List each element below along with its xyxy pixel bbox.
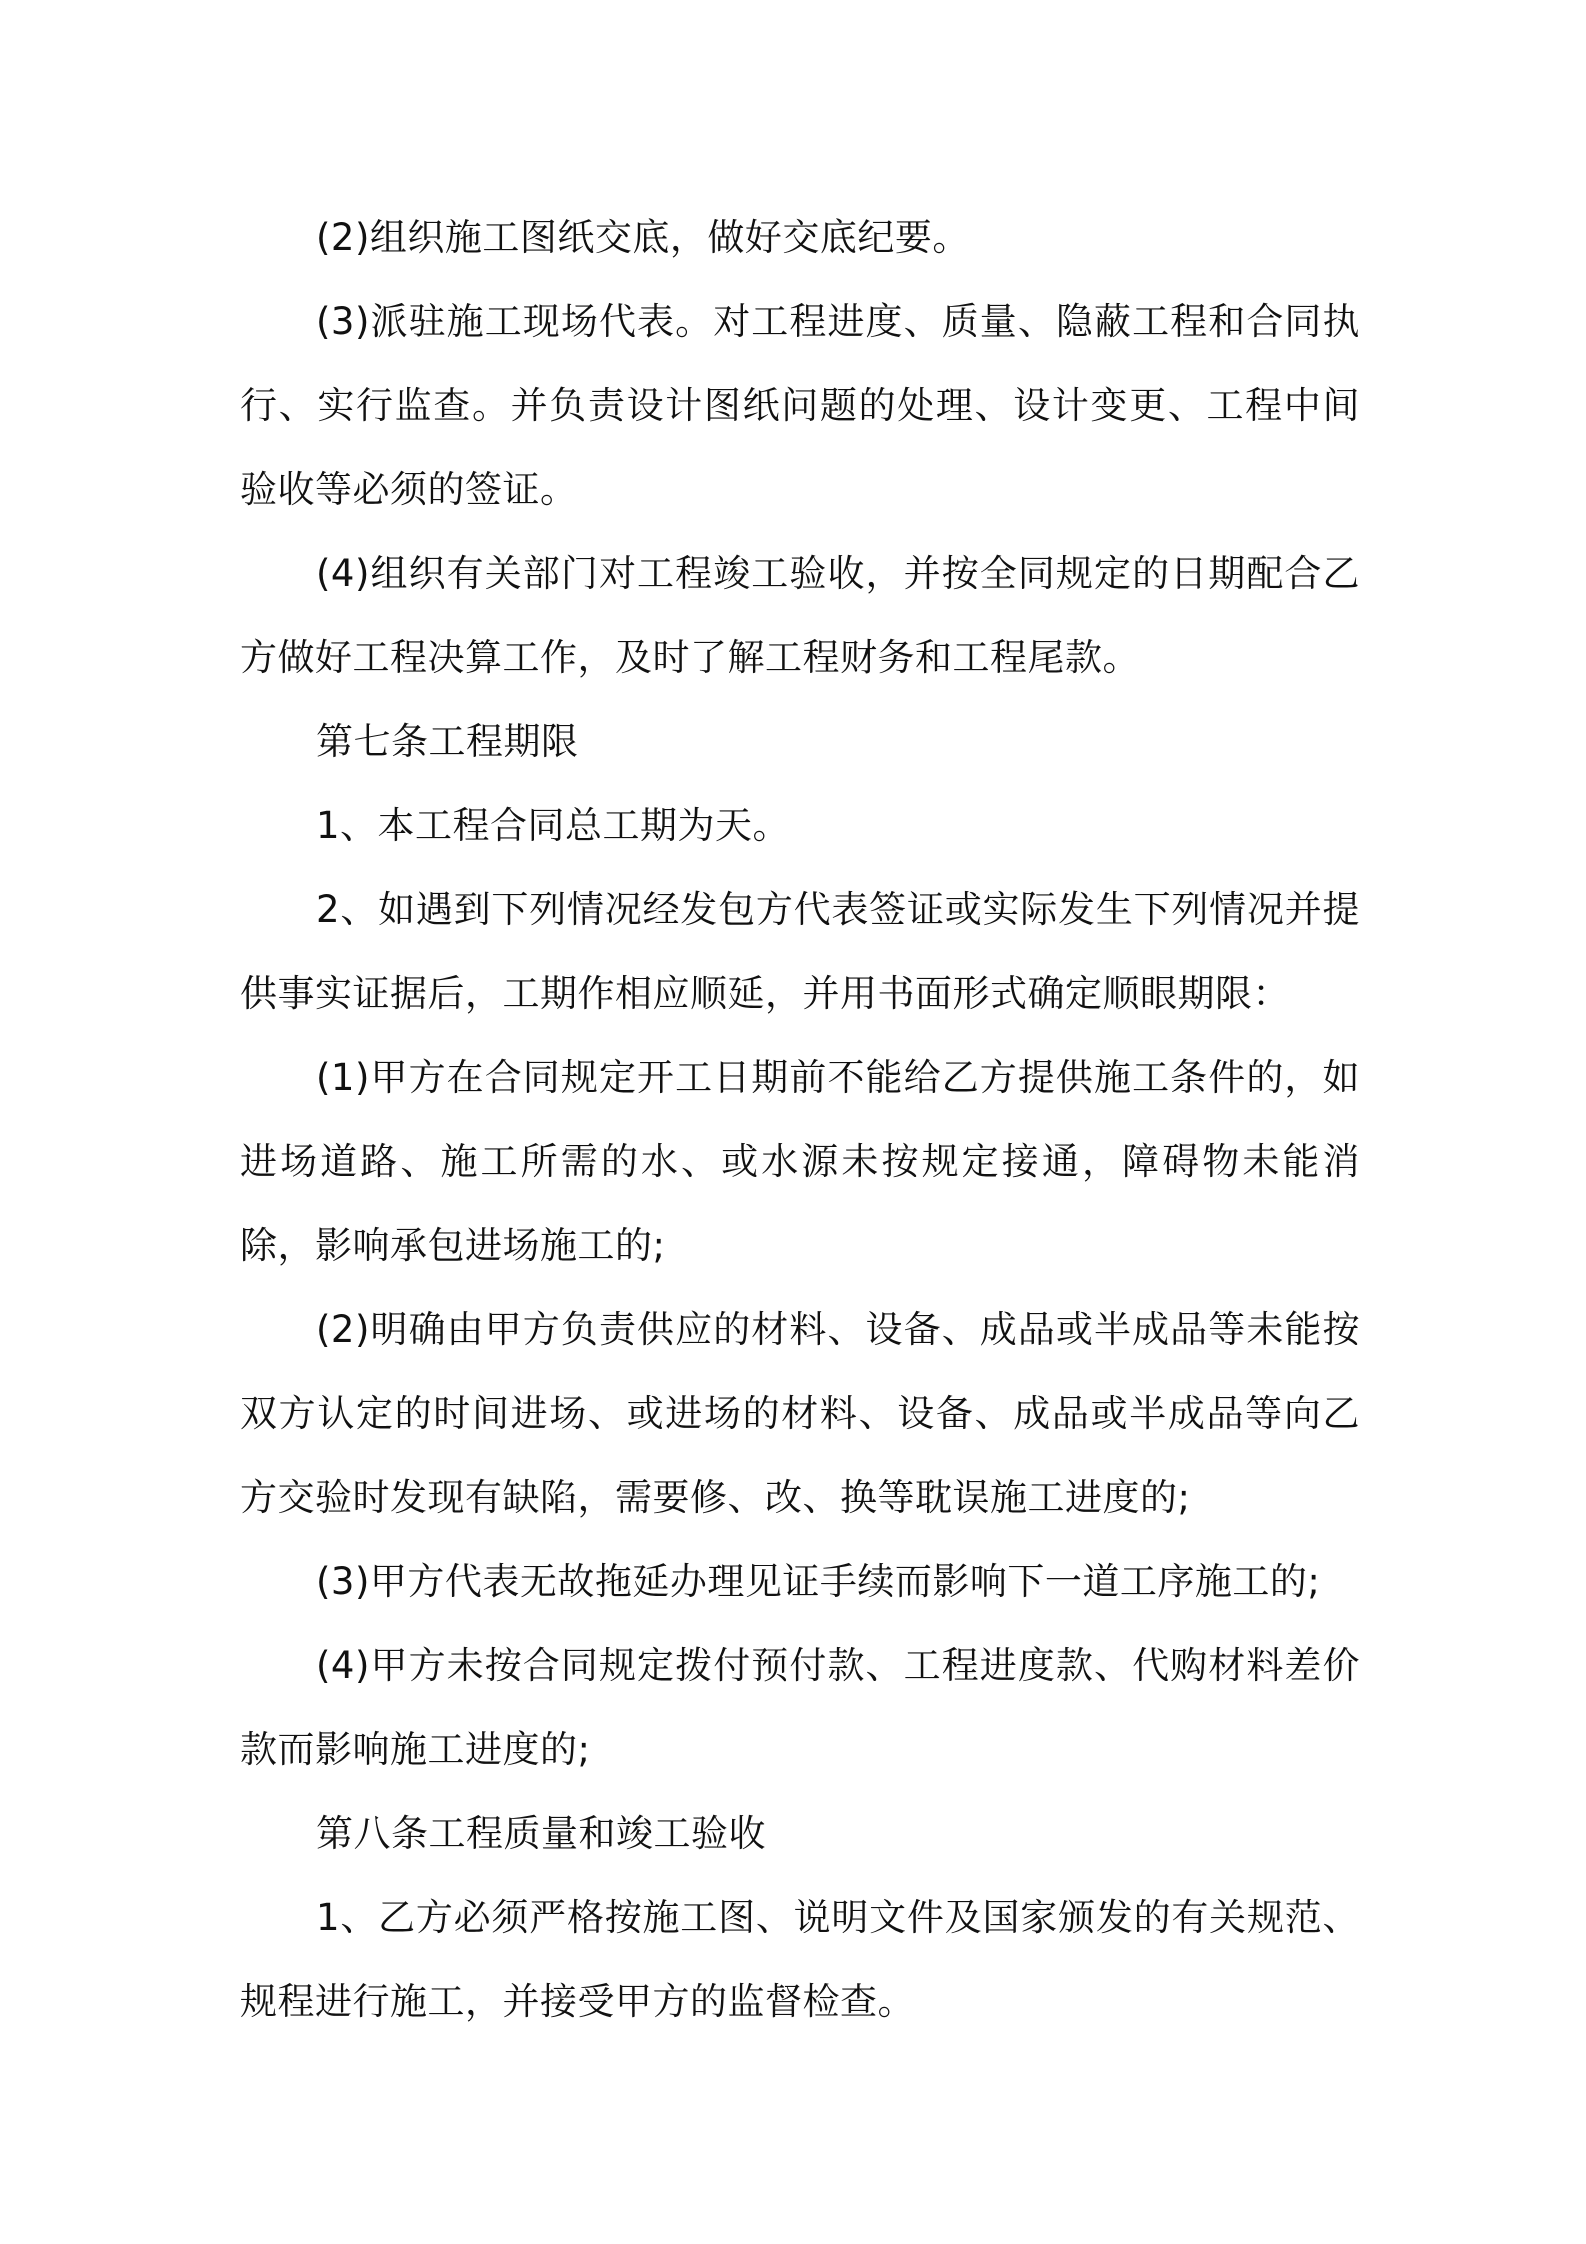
condition-item-1: (1)甲方在合同规定开工日期前不能给乙方提供施工条件的，如进场道路、施工所需的水、或水源未按规定接通，障碍物未能消除，影响承包进场施工的; — [240, 1056, 1360, 1267]
section-heading-article-8: 第八条工程质量和竣工验收 — [316, 1812, 766, 1855]
condition-item-4: (4)甲方未按合同规定拨付预付款、工程进度款、代购材料差价款而影响施工进度的; — [240, 1644, 1360, 1771]
paragraph-item-4: (4)组织有关部门对工程竣工验收，并按全同规定的日期配合乙方做好工程决算工作，及时了解工程财务和工程尾款。 — [240, 552, 1360, 679]
section-heading-article-7: 第七条工程期限 — [316, 720, 579, 763]
paragraph-item-3: (3)派驻施工现场代表。对工程进度、质量、隐蔽工程和合同执行、实行监查。并负责设计图纸问题的处理、设计变更、工程中间验收等必须的签证。 — [240, 300, 1360, 511]
document-body — [240, 196, 1360, 2044]
condition-item-3: (3)甲方代表无故拖延办理见证手续而影响下一道工序施工的; — [316, 1560, 1321, 1603]
paragraph-item-2: (2)组织施工图纸交底，做好交底纪要。 — [316, 216, 970, 259]
condition-item-2: (2)明确由甲方负责供应的材料、设备、成品或半成品等未能按双方认定的时间进场、或进场的材料、设备、成品或半成品等向乙方交验时发现有缺陷，需要修、改、换等耽误施工进度的; — [240, 1308, 1360, 1519]
clause-1-total-duration: 1、本工程合同总工期为天。 — [316, 804, 791, 847]
clause-2-extension-conditions: 2、如遇到下列情况经发包方代表签证或实际发生下列情况并提供事实证据后，工期作相应顺延，并用书面形式确定顺眼期限： — [240, 888, 1360, 1015]
quality-clause-1: 1、乙方必须严格按施工图、说明文件及国家颁发的有关规范、规程进行施工，并接受甲方的监督检查。 — [240, 1896, 1360, 2023]
